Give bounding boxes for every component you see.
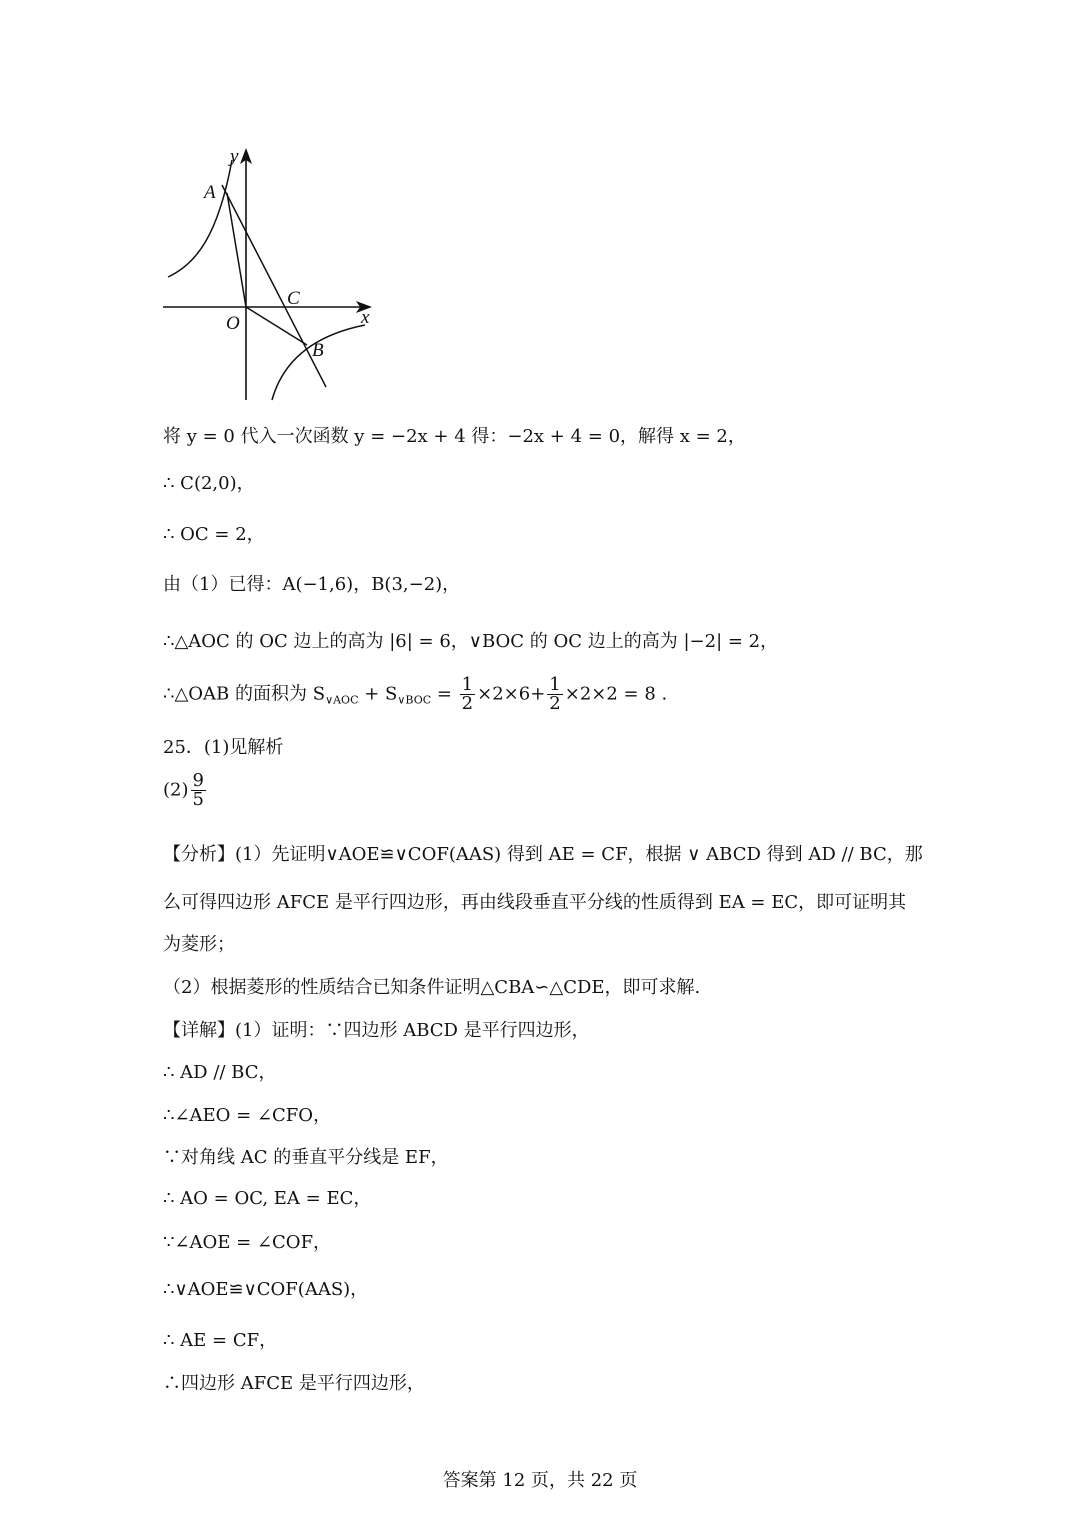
area-part1: ×2×6+ [477, 683, 546, 705]
detail-line-2: ∴ AD // BC， [163, 1062, 277, 1083]
detail-line-6: ∵∠AOE = ∠COF， [163, 1232, 332, 1253]
detail-line-5: ∴ AO = OC, EA = EC， [163, 1188, 372, 1209]
area-sub-aoc: ∨AOC [325, 693, 359, 707]
area-prefix: ∴△OAB 的面积为 S [163, 683, 326, 705]
solution-line-1: 将 y = 0 代入一次函数 y = −2x + 4 得：−2x + 4 = 0，解得 x = 2， [163, 426, 746, 447]
line-AB [222, 185, 326, 387]
area-eq: = [431, 683, 458, 705]
segment-OB [246, 307, 307, 345]
solution-line-4: 由（1）已得：A(−1,6)，B(3,−2)， [163, 574, 461, 595]
solution-line-2: ∴ C(2,0)， [163, 473, 255, 494]
segment-OA [227, 193, 246, 307]
detail-line-1: 【详解】(1）证明：∵四边形 ABCD 是平行四边形， [163, 1020, 590, 1041]
part2-label: (2) [163, 779, 189, 801]
detail-line-3: ∴∠AEO = ∠CFO， [163, 1105, 332, 1126]
fraction-half-1: $\frac{1}{2}$ [461, 674, 474, 714]
page-footer: 答案第 12 页，共 22 页 [442, 1470, 638, 1491]
fraction-nine-fifths: $\frac{9}{5}$ [192, 770, 204, 810]
analysis-line-4: （2）根据菱形的性质结合已知条件证明△CBA∽△CDE，即可求解. [163, 977, 701, 998]
label-y: y [230, 146, 239, 167]
detail-line-9: ∴四边形 AFCE 是平行四边形， [163, 1373, 425, 1394]
function-graph-figure [150, 140, 390, 410]
area-part2: ×2×2 = 8 . [564, 683, 668, 705]
label-B: B [312, 340, 324, 361]
detail-line-4: ∵对角线 AC 的垂直平分线是 EF， [163, 1147, 449, 1168]
label-A: A [204, 182, 216, 203]
solution-line-3: ∴ OC = 2， [163, 524, 265, 545]
fraction-half-2: $\frac{1}{2}$ [549, 674, 561, 714]
analysis-line-2: 么可得四边形 AFCE 是平行四边形，再由线段垂直平分线的性质得到 EA = EC，即可证明其 [163, 892, 907, 913]
detail-line-8: ∴ AE = CF， [163, 1330, 278, 1351]
detail-line-7: ∴∨AOE≌∨COF(AAS)， [163, 1279, 369, 1300]
label-C: C [287, 288, 300, 309]
area-sub-boc: ∨BOC [397, 693, 432, 707]
hyperbola-branch-right [272, 325, 365, 400]
label-O: O [226, 313, 240, 334]
solution-line-5: ∴△AOC 的 OC 边上的高为 |6| = 6，∨BOC 的 OC 边上的高为 |−2| = 2， [163, 631, 779, 652]
analysis-line-3: 为菱形； [163, 934, 235, 955]
analysis-line-1: 【分析】(1）先证明∨AOE≌∨COF(AAS) 得到 AE = CF，根据 ∨ ABCD 得到 AD // BC，那 [163, 844, 923, 865]
question-25-answer: 25．(1)见解析 [163, 737, 284, 758]
solution-line-6 [163, 676, 667, 713]
label-x: x [361, 307, 370, 328]
question-25-part2 [163, 772, 208, 809]
hyperbola-branch-left [168, 160, 232, 277]
area-plus: + S [358, 683, 398, 705]
